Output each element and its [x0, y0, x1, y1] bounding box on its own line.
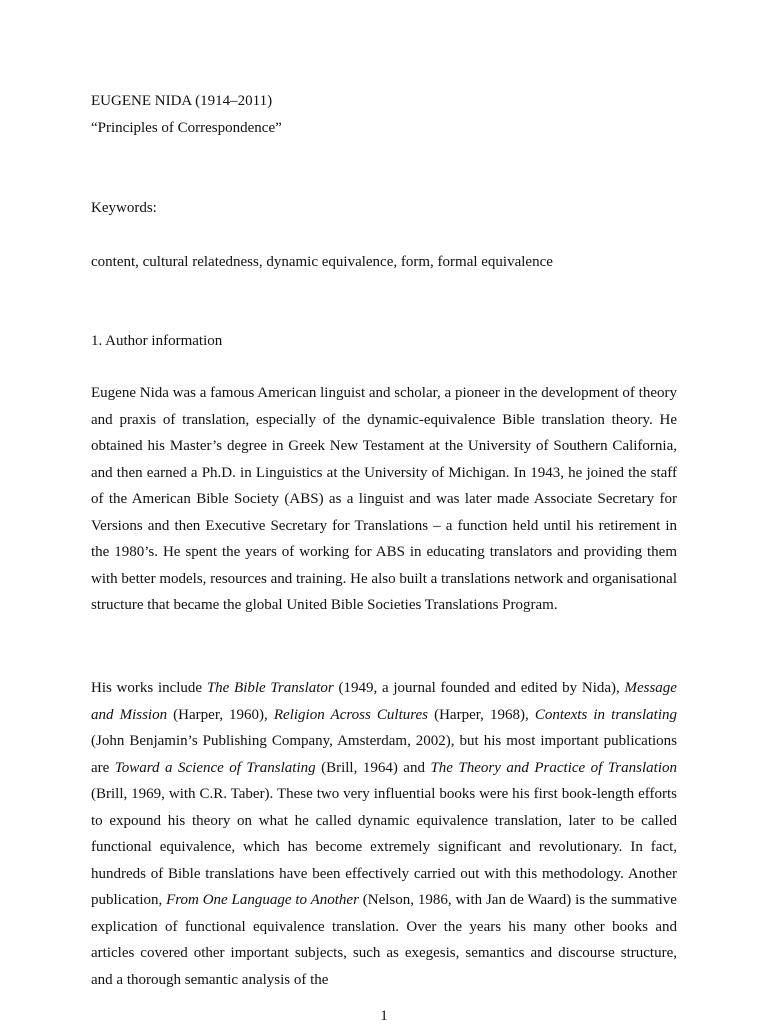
- keywords-label: Keywords:: [91, 200, 157, 216]
- author-heading: EUGENE NIDA (1914–2011): [91, 93, 273, 109]
- works-segment: (Harper, 1960),: [167, 706, 274, 723]
- work-title: The Theory and Practice of Translation: [430, 759, 677, 776]
- works-segment: (1949, a journal founded and edited by Nida),: [333, 680, 625, 696]
- works-segment: His works include: [91, 680, 207, 696]
- author-info-paragraph: Eugene Nida was a famous American linguist and scholar, a pioneer in the development of theory and praxis of translation, especially of the dynamic-equivalence Bible translation theory. He obtained his Master’s degree in Greek New Testament at the University of Southern California, and then earned a Ph.D. in Linguistics at the University of Michigan. In 1943, he joined the staff of the American Bible Society (ABS) as a linguist and was later made Associate Secretary for Versions and then Executive Secretary for Translations – a function held until his retirement in the 1980’s. He spent the years of working for ABS in educating translators and providing them with better models, resources and training. He also built a translations network and organisational structure that became the global United Bible Societies Translations Program.: [91, 385, 677, 613]
- work-title: From One Language to Another: [166, 892, 359, 908]
- chapter-title: “Principles of Correspondence”: [91, 120, 282, 136]
- keywords-list: content, cultural relatedness, dynamic equivalence, form, formal equivalence: [91, 254, 553, 270]
- work-title: Message and Mission: [91, 680, 677, 723]
- works-segment: (Nelson, 1986, with Jan de Waard) is the summative explication of functional equivalence translation. Over the years his many other books and articles covered other important subjects, such as exegesis, semantics and discourse structure, and a thorough semantic analysis of the: [91, 892, 677, 988]
- work-title: Religion Across Cultures: [273, 706, 429, 723]
- work-title: Toward a Science of Translating: [114, 759, 316, 776]
- works-segment: (Harper, 1968),: [428, 706, 535, 723]
- work-title: Contexts in translating: [534, 706, 677, 723]
- work-title: The Bible Translator: [206, 680, 334, 696]
- works-paragraph: [91, 675, 677, 993]
- works-segment: (Brill, 1969, with C.R. Taber). These two very influential books were his first book-length efforts to expound his theory on what he called dynamic equivalence translation, later to be called functional equivalence, which has become extremely significant and revolutionary. In fact, hundreds of Bible translations have been effectively carried out with this methodology. Another publication,: [91, 786, 677, 908]
- section-heading: 1. Author information: [91, 333, 223, 349]
- page-number: 1: [380, 1008, 388, 1024]
- works-segment: (Brill, 1964) and: [315, 759, 431, 776]
- works-segment: (John Benjamin’s Publishing Company, Amsterdam, 2002), but his most important publications are: [91, 733, 677, 776]
